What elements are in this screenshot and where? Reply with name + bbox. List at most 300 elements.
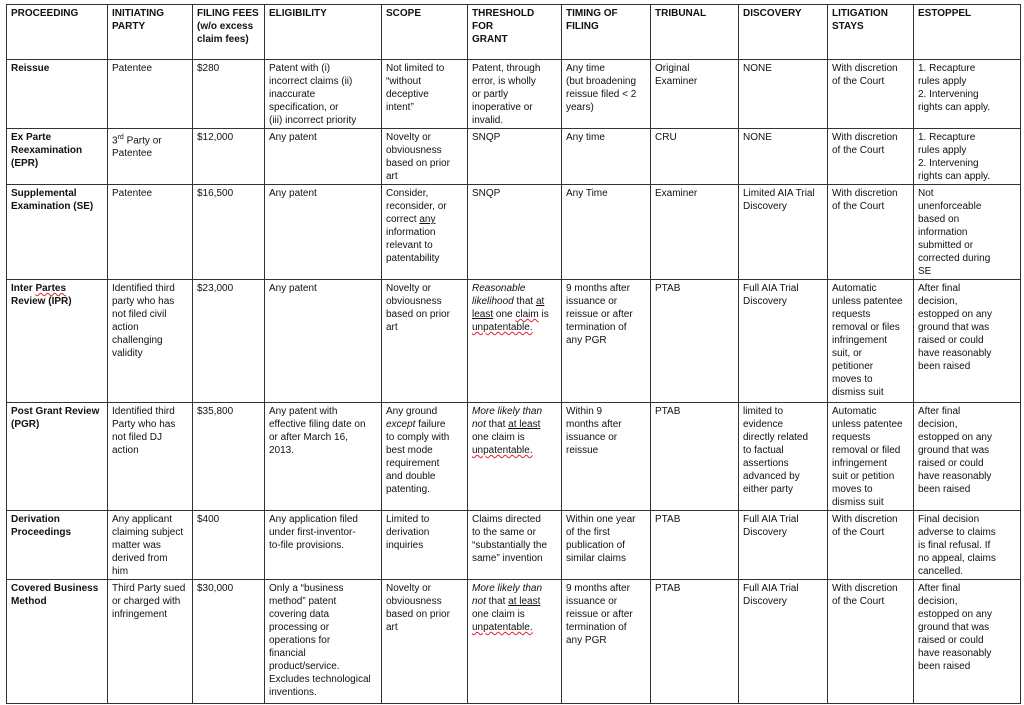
- cell-line: Inter Partes: [11, 283, 67, 294]
- cell-line: unpatentable.: [472, 322, 533, 333]
- cell-line: (EPR): [11, 158, 39, 169]
- cell-line: inoperative or: [472, 102, 533, 113]
- cell-line: “without: [386, 76, 422, 87]
- cell-line: party who has: [112, 296, 175, 307]
- cell-line: SE: [918, 266, 932, 277]
- cell-reissue-scope: [382, 60, 468, 129]
- cell-line: Examiner: [655, 188, 698, 199]
- cell-line: Automatic: [832, 283, 877, 294]
- cell-derivation-proceedings-litigation-stays: [828, 511, 914, 580]
- cell-line: Examiner: [655, 76, 698, 87]
- cell-ex-parte-reexamination-threshold: [468, 129, 562, 185]
- cell-post-grant-review-scope: [382, 403, 468, 511]
- cell-post-grant-review-filing-fees: [193, 403, 265, 511]
- cell-line: estopped on any: [918, 309, 992, 320]
- cell-line: him: [112, 566, 129, 577]
- cell-line: Any patent: [269, 188, 317, 199]
- cell-line: reissue or after: [566, 609, 633, 620]
- cell-covered-business-method-timing: [562, 580, 651, 704]
- cell-line: estopped on any: [918, 609, 992, 620]
- cell-ex-parte-reexamination-scope: [382, 129, 468, 185]
- cell-line: decision,: [918, 596, 958, 607]
- cell-line: matter was: [112, 540, 161, 551]
- cell-line: obviousness: [386, 296, 442, 307]
- cell-post-grant-review-tribunal: [651, 403, 739, 511]
- cell-line: Discovery: [743, 596, 787, 607]
- cell-line: (iii) incorrect priority: [269, 115, 357, 126]
- cell-post-grant-review-threshold: [468, 403, 562, 511]
- cell-ex-parte-reexamination-eligibility: [265, 129, 382, 185]
- cell-line: Novelty or: [386, 283, 432, 294]
- cell-line: 2. Intervening: [918, 158, 979, 169]
- cell-line: Examination (SE): [11, 201, 94, 212]
- cell-line: challenging: [112, 335, 163, 346]
- cell-line: invalid.: [472, 115, 504, 126]
- cell-line: years): [566, 102, 594, 113]
- cell-line: With discretion: [832, 583, 898, 594]
- cell-line: Automatic: [832, 406, 877, 417]
- cell-line: directly related: [743, 432, 809, 443]
- cell-line: Party who has: [112, 419, 176, 430]
- cell-covered-business-method-discovery: [739, 580, 828, 704]
- cell-line: or partly: [472, 89, 509, 100]
- cell-covered-business-method-eligibility: [265, 580, 382, 704]
- cell-line: Original: [655, 63, 690, 74]
- cell-line: Any applicant: [112, 514, 173, 525]
- cell-line: issuance or: [566, 296, 618, 307]
- cell-inter-partes-review-tribunal: [651, 280, 739, 403]
- cell-line: best mode: [386, 445, 433, 456]
- cell-line: NONE: [743, 63, 772, 74]
- cell-line: With discretion: [832, 188, 898, 199]
- cell-derivation-proceedings-filing-fees: [193, 511, 265, 580]
- cell-line: 9 months after: [566, 583, 630, 594]
- cell-inter-partes-review-initiating-party: [108, 280, 193, 403]
- cell-reissue-threshold: [468, 60, 562, 129]
- cell-line: $23,000: [197, 283, 234, 294]
- cell-supplemental-examination-discovery: [739, 185, 828, 280]
- cell-supplemental-examination-scope: [382, 185, 468, 280]
- cell-line: to the same or: [472, 527, 536, 538]
- cell-inter-partes-review-scope: [382, 280, 468, 403]
- cell-derivation-proceedings-tribunal: [651, 511, 739, 580]
- cell-line: Within 9: [566, 406, 603, 417]
- header-scope: SCOPE: [382, 5, 468, 60]
- cell-line: except failure: [386, 419, 446, 430]
- cell-line: adverse to claims: [918, 527, 996, 538]
- table-row-ex-parte-reexamination: [7, 129, 1021, 185]
- cell-reissue-proceeding: [7, 60, 108, 129]
- cell-line: been raised: [918, 661, 971, 672]
- cell-line: financial: [269, 648, 306, 659]
- cell-ex-parte-reexamination-initiating-party: [108, 129, 193, 185]
- cell-reissue-eligibility: [265, 60, 382, 129]
- cell-line: (PGR): [11, 419, 40, 430]
- header-discovery: DISCOVERY: [739, 5, 828, 60]
- cell-line: Review (IPR): [11, 296, 72, 307]
- cell-supplemental-examination-tribunal: [651, 185, 739, 280]
- cell-inter-partes-review-eligibility: [265, 280, 382, 403]
- header-timing: TIMING OF FILING: [562, 5, 651, 60]
- cell-line: effective filing date on: [269, 419, 366, 430]
- cell-line: Not limited to: [386, 63, 445, 74]
- cell-post-grant-review-initiating-party: [108, 403, 193, 511]
- cell-post-grant-review-proceeding: [7, 403, 108, 511]
- cell-line: claiming subject: [112, 527, 184, 538]
- cell-line: specification, or: [269, 102, 339, 113]
- cell-derivation-proceedings-scope: [382, 511, 468, 580]
- cell-line: moves to: [832, 374, 873, 385]
- table-row-post-grant-review: [7, 403, 1021, 511]
- cell-line: likelihood that at: [472, 296, 545, 307]
- cell-line: Reexamination: [11, 145, 83, 156]
- cell-line: Patent, through: [472, 63, 541, 74]
- cell-line: of the Court: [832, 201, 885, 212]
- cell-covered-business-method-tribunal: [651, 580, 739, 704]
- cell-line: Novelty or: [386, 583, 432, 594]
- cell-post-grant-review-timing: [562, 403, 651, 511]
- cell-line: (but broadening: [566, 76, 637, 87]
- cell-line: of the Court: [832, 145, 885, 156]
- cell-line: reconsider, or: [386, 201, 447, 212]
- cell-line: raised or could: [918, 635, 984, 646]
- cell-line: Any patent: [269, 132, 317, 143]
- cell-line: After final: [918, 283, 961, 294]
- cell-derivation-proceedings-eligibility: [265, 511, 382, 580]
- cell-line: Reissue: [11, 63, 50, 74]
- cell-line: 9 months after: [566, 283, 630, 294]
- cell-line: or after March 16,: [269, 432, 348, 443]
- cell-line: 1. Recapture: [918, 63, 976, 74]
- cell-line: Claims directed: [472, 514, 541, 525]
- cell-line: termination of: [566, 622, 627, 633]
- cell-line: of the Court: [832, 596, 885, 607]
- table-row-covered-business-method: [7, 580, 1021, 704]
- header-row: [7, 5, 1021, 60]
- cell-line: submitted or: [918, 240, 974, 251]
- cell-line: Method: [11, 596, 47, 607]
- table-row-reissue: [7, 60, 1021, 129]
- cell-line: PTAB: [655, 406, 681, 417]
- cell-line: Full AIA Trial: [743, 283, 799, 294]
- cell-supplemental-examination-filing-fees: [193, 185, 265, 280]
- cell-line: obviousness: [386, 145, 442, 156]
- cell-line: Discovery: [743, 201, 787, 212]
- cell-line: suit or petition: [832, 471, 895, 482]
- cell-line: Not: [918, 188, 934, 199]
- cell-line: Within one year: [566, 514, 636, 525]
- cell-line: Any Time: [566, 188, 608, 199]
- cell-supplemental-examination-estoppel: [914, 185, 1021, 280]
- cell-line: inventions.: [269, 687, 317, 698]
- cell-line: not that at least: [472, 419, 541, 430]
- cell-line: “substantially the: [472, 540, 548, 551]
- cell-line: been raised: [918, 484, 971, 495]
- cell-line: Limited to: [386, 514, 430, 525]
- cell-line: decision,: [918, 296, 958, 307]
- cell-line: $35,800: [197, 406, 234, 417]
- header-litigation-stays: LITIGATION STAYS: [828, 5, 914, 60]
- cell-reissue-timing: [562, 60, 651, 129]
- cell-line: based on prior: [386, 609, 450, 620]
- cell-reissue-filing-fees: [193, 60, 265, 129]
- cell-line: termination of: [566, 322, 627, 333]
- cell-line: art: [386, 622, 398, 633]
- cell-line: Discovery: [743, 527, 787, 538]
- cell-line: Any application filed: [269, 514, 358, 525]
- cell-reissue-tribunal: [651, 60, 739, 129]
- cell-line: no appeal, claims: [918, 553, 996, 564]
- cell-inter-partes-review-timing: [562, 280, 651, 403]
- cell-line: suit, or: [832, 348, 863, 359]
- cell-line: action: [112, 322, 139, 333]
- cell-reissue-litigation-stays: [828, 60, 914, 129]
- cell-line: or charged with: [112, 596, 181, 607]
- cell-line: unless patentee: [832, 296, 903, 307]
- cell-line: correct any: [386, 214, 436, 225]
- cell-line: to-file provisions.: [269, 540, 345, 551]
- cell-post-grant-review-estoppel: [914, 403, 1021, 511]
- cell-line: least one claim is: [472, 309, 549, 320]
- cell-reissue-initiating-party: [108, 60, 193, 129]
- cell-ex-parte-reexamination-discovery: [739, 129, 828, 185]
- cell-supplemental-examination-timing: [562, 185, 651, 280]
- cell-line: Identified third: [112, 283, 175, 294]
- cell-line: Consider,: [386, 188, 429, 199]
- cell-line: of the Court: [832, 527, 885, 538]
- cell-derivation-proceedings-timing: [562, 511, 651, 580]
- cell-line: ground that was: [918, 322, 990, 333]
- cell-line: More likely than: [472, 406, 543, 417]
- table-row-supplemental-examination: [7, 185, 1021, 280]
- cell-line: any PGR: [566, 335, 607, 346]
- cell-line: decision,: [918, 419, 958, 430]
- cell-line: Any patent: [269, 283, 317, 294]
- cell-supplemental-examination-litigation-stays: [828, 185, 914, 280]
- cell-ex-parte-reexamination-litigation-stays: [828, 129, 914, 185]
- cell-line: similar claims: [566, 553, 626, 564]
- cell-line: one claim is: [472, 432, 525, 443]
- cell-line: SNQP: [472, 132, 501, 143]
- cell-line: infringement: [112, 609, 168, 620]
- cell-line: to comply with: [386, 432, 450, 443]
- cell-line: CRU: [655, 132, 677, 143]
- cell-line: Patentee: [112, 148, 153, 160]
- cell-line: product/service.: [269, 661, 340, 672]
- proceedings-comparison-table: [6, 4, 1021, 704]
- cell-inter-partes-review-threshold: [468, 280, 562, 403]
- cell-line: method” patent: [269, 596, 337, 607]
- cell-covered-business-method-threshold: [468, 580, 562, 704]
- cell-derivation-proceedings-discovery: [739, 511, 828, 580]
- table-row-derivation-proceedings: [7, 511, 1021, 580]
- cell-line: rights can apply.: [918, 171, 991, 182]
- cell-line: patenting.: [386, 484, 430, 495]
- cell-line: Novelty or: [386, 132, 432, 143]
- header-estoppel: ESTOPPEL: [914, 5, 1021, 60]
- cell-line: ground that was: [918, 622, 990, 633]
- cell-line: Ex Parte: [11, 132, 52, 143]
- cell-line: not filed DJ: [112, 432, 163, 443]
- cell-line: SNQP: [472, 188, 501, 199]
- cell-line: Patentee: [112, 188, 153, 199]
- cell-line: Proceedings: [11, 527, 72, 538]
- cell-line: not filed civil: [112, 309, 167, 320]
- cell-line: removal or files: [832, 322, 900, 333]
- cell-line: inaccurate: [269, 89, 316, 100]
- cell-line: ground that was: [918, 445, 990, 456]
- cell-line: Full AIA Trial: [743, 514, 799, 525]
- cell-line: art: [386, 171, 398, 182]
- cell-line: issuance or: [566, 432, 618, 443]
- cell-line: 3rd Party or: [112, 134, 162, 147]
- cell-line: relevant to: [386, 240, 433, 251]
- cell-line: petitioner: [832, 361, 874, 372]
- cell-line: 2. Intervening: [918, 89, 979, 100]
- cell-supplemental-examination-initiating-party: [108, 185, 193, 280]
- cell-line: information: [918, 227, 968, 238]
- cell-ex-parte-reexamination-filing-fees: [193, 129, 265, 185]
- cell-ex-parte-reexamination-timing: [562, 129, 651, 185]
- cell-inter-partes-review-proceeding: [7, 280, 108, 403]
- header-filing-fees: FILING FEES (w/o excess claim fees): [193, 5, 265, 60]
- cell-line: action: [112, 445, 139, 456]
- cell-line: rights can apply.: [918, 102, 991, 113]
- cell-line: patentability: [386, 253, 440, 264]
- cell-covered-business-method-estoppel: [914, 580, 1021, 704]
- cell-line: deceptive: [386, 89, 429, 100]
- table-row-inter-partes-review: [7, 280, 1021, 403]
- cell-line: based on prior: [386, 158, 450, 169]
- cell-supplemental-examination-eligibility: [265, 185, 382, 280]
- cell-line: infringement: [832, 458, 888, 469]
- cell-line: same” invention: [472, 553, 543, 564]
- cell-line: is final refusal. If: [918, 540, 991, 551]
- cell-line: covering data: [269, 609, 330, 620]
- cell-line: Patent with (i): [269, 63, 331, 74]
- cell-line: Reasonable: [472, 283, 526, 294]
- cell-line: evidence: [743, 419, 784, 430]
- cell-line: have reasonably: [918, 471, 992, 482]
- cell-line: information: [386, 227, 436, 238]
- cell-line: not that at least: [472, 596, 541, 607]
- cell-line: Excludes technological: [269, 674, 371, 685]
- cell-line: Only a “business: [269, 583, 344, 594]
- cell-line: requests: [832, 432, 871, 443]
- cell-line: $280: [197, 63, 220, 74]
- cell-line: raised or could: [918, 458, 984, 469]
- cell-line: months after: [566, 419, 622, 430]
- cell-line: any PGR: [566, 635, 607, 646]
- cell-line: reissue or after: [566, 309, 633, 320]
- cell-line: reissue: [566, 445, 599, 456]
- cell-covered-business-method-scope: [382, 580, 468, 704]
- cell-line: Patentee: [112, 63, 153, 74]
- cell-line: corrected during: [918, 253, 991, 264]
- cell-post-grant-review-discovery: [739, 403, 828, 511]
- cell-line: error, is wholly: [472, 76, 536, 87]
- cell-line: to factual: [743, 445, 784, 456]
- cell-line: advanced by: [743, 471, 800, 482]
- cell-inter-partes-review-estoppel: [914, 280, 1021, 403]
- cell-line: unpatentable.: [472, 622, 533, 633]
- cell-post-grant-review-litigation-stays: [828, 403, 914, 511]
- cell-line: dismiss suit: [832, 497, 884, 508]
- cell-covered-business-method-filing-fees: [193, 580, 265, 704]
- cell-line: either party: [743, 484, 794, 495]
- cell-line: based on prior: [386, 309, 450, 320]
- cell-line: Covered Business: [11, 583, 99, 594]
- cell-line: infringement: [832, 335, 888, 346]
- header-eligibility: ELIGIBILITY: [265, 5, 382, 60]
- cell-line: With discretion: [832, 132, 898, 143]
- cell-derivation-proceedings-threshold: [468, 511, 562, 580]
- cell-line: been raised: [918, 361, 971, 372]
- cell-line: After final: [918, 583, 961, 594]
- header-threshold: THRESHOLD FOR GRANT: [468, 5, 562, 60]
- cell-line: Any ground: [386, 406, 438, 417]
- cell-inter-partes-review-litigation-stays: [828, 280, 914, 403]
- cell-line: publication of: [566, 540, 625, 551]
- cell-line: Any patent with: [269, 406, 338, 417]
- cell-line: unpatentable.: [472, 445, 533, 456]
- cell-line: operations for: [269, 635, 331, 646]
- cell-line: More likely than: [472, 583, 543, 594]
- cell-line: cancelled.: [918, 566, 964, 577]
- cell-covered-business-method-litigation-stays: [828, 580, 914, 704]
- cell-line: of the first: [566, 527, 610, 538]
- cell-line: rules apply: [918, 76, 967, 87]
- cell-line: PTAB: [655, 514, 681, 525]
- cell-line: requests: [832, 309, 871, 320]
- cell-supplemental-examination-proceeding: [7, 185, 108, 280]
- cell-line: After final: [918, 406, 961, 417]
- cell-line: Discovery: [743, 296, 787, 307]
- cell-line: Full AIA Trial: [743, 583, 799, 594]
- cell-reissue-estoppel: [914, 60, 1021, 129]
- cell-line: removal or filed: [832, 445, 901, 456]
- cell-line: processing or: [269, 622, 330, 633]
- cell-line: moves to: [832, 484, 873, 495]
- cell-line: unless patentee: [832, 419, 903, 430]
- cell-line: derivation: [386, 527, 430, 538]
- header-tribunal: TRIBUNAL: [651, 5, 739, 60]
- cell-line: have reasonably: [918, 348, 992, 359]
- cell-line: estopped on any: [918, 432, 992, 443]
- header-proceeding: PROCEEDING: [7, 5, 108, 60]
- cell-inter-partes-review-filing-fees: [193, 280, 265, 403]
- cell-ex-parte-reexamination-tribunal: [651, 129, 739, 185]
- cell-line: With discretion: [832, 63, 898, 74]
- cell-line: based on: [918, 214, 960, 225]
- cell-line: issuance or: [566, 596, 618, 607]
- cell-line: intent”: [386, 102, 414, 113]
- header-initiating-party: INITIATING PARTY: [108, 5, 193, 60]
- cell-line: unenforceable: [918, 201, 982, 212]
- cell-line: obviousness: [386, 596, 442, 607]
- cell-line: under first-inventor-: [269, 527, 356, 538]
- cell-line: 1. Recapture: [918, 132, 976, 143]
- cell-line: $12,000: [197, 132, 234, 143]
- cell-line: requirement: [386, 458, 440, 469]
- cell-line: Supplemental: [11, 188, 77, 199]
- cell-line: have reasonably: [918, 648, 992, 659]
- cell-line: of the Court: [832, 76, 885, 87]
- cell-line: With discretion: [832, 514, 898, 525]
- cell-line: Identified third: [112, 406, 175, 417]
- cell-line: Final decision: [918, 514, 980, 525]
- cell-reissue-discovery: [739, 60, 828, 129]
